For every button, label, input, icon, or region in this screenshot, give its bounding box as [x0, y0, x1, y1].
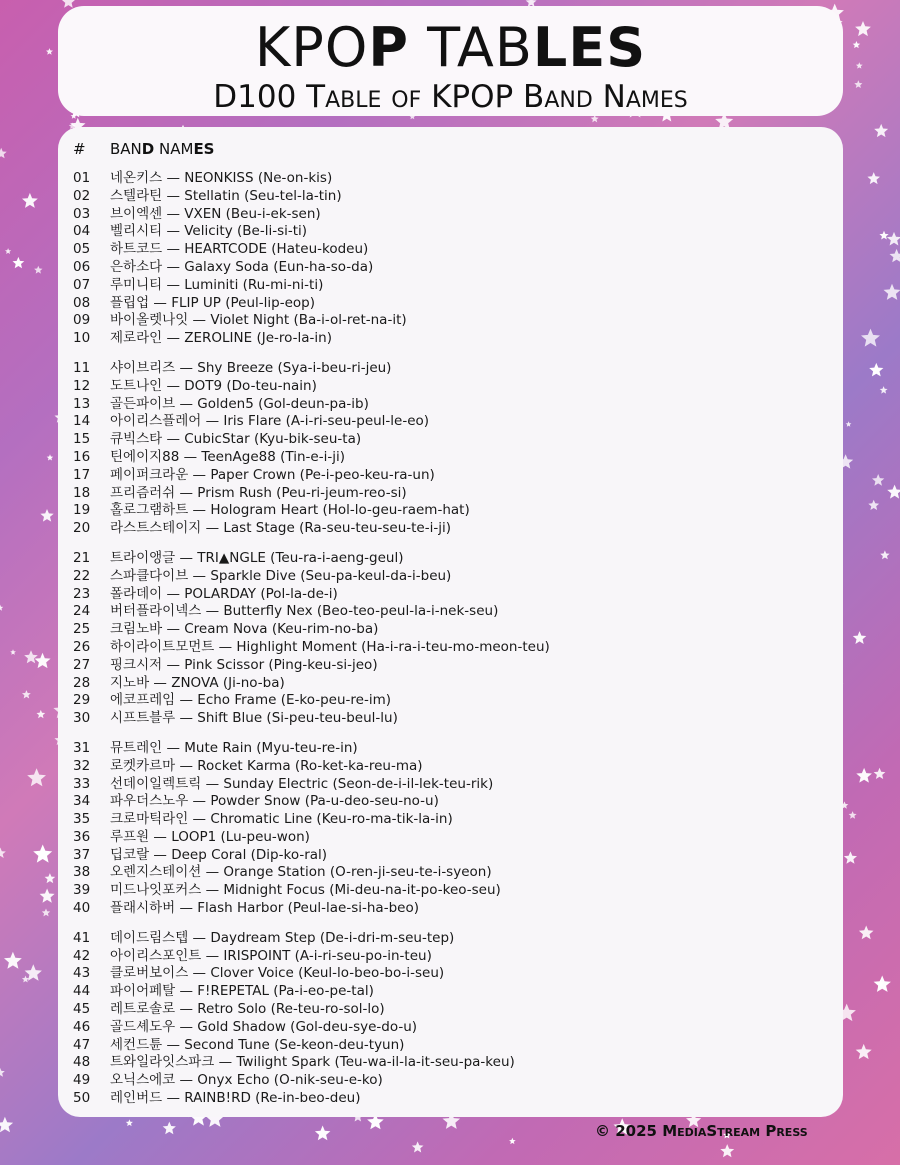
- row-number: 40: [73, 900, 91, 917]
- row-number: 29: [73, 692, 91, 709]
- band-name: 세컨드튠 — Second Tune (Se-keon-deu-tyun): [110, 1036, 405, 1053]
- band-name: 바이올렛나잇 — Violet Night (Ba-i-ol-ret-na-it): [110, 312, 407, 329]
- star-icon: [5, 248, 11, 254]
- star-icon: [887, 232, 900, 246]
- star-icon: [853, 41, 861, 48]
- band-name: 아이리스플레어 — Iris Flare (A-i-ri-seu-peul-le-eo): [110, 413, 430, 430]
- table-row: [73, 829, 833, 847]
- star-icon: [872, 474, 884, 486]
- star-icon: [126, 1119, 133, 1126]
- table-row: [73, 520, 833, 538]
- band-name: 파이어페탈 — F!REPETAL (Pa-i-eo-pe-tal): [110, 983, 374, 1000]
- table-row: [73, 776, 833, 794]
- row-number: 02: [73, 187, 91, 204]
- band-name: 뮤트레인 — Mute Rain (Myu-teu-re-in): [110, 739, 358, 756]
- table-row: [73, 793, 833, 811]
- star-icon: [46, 48, 53, 55]
- band-name: 골든파이브 — Golden5 (Gol-deun-pa-ib): [110, 395, 369, 412]
- star-icon: [844, 851, 857, 863]
- band-name: 홀로그램하트 — Hologram Heart (Hol-lo-geu-raem-hat): [110, 502, 470, 519]
- table-row: [73, 847, 833, 865]
- row-number: 50: [73, 1090, 91, 1107]
- star-icon: [861, 329, 880, 347]
- row-number: 23: [73, 585, 91, 602]
- table-row: [73, 758, 833, 776]
- star-icon: [163, 1122, 176, 1135]
- row-number: 16: [73, 448, 91, 465]
- table-row: [73, 639, 833, 657]
- band-name: 트와일라잇스파크 — Twilight Spark (Teu-wa-il-la-it-seu-pa-keu): [110, 1054, 515, 1071]
- band-name: 은하소다 — Galaxy Soda (Eun-ha-so-da): [110, 258, 374, 275]
- table-row: [73, 675, 833, 693]
- row-number: 43: [73, 965, 91, 982]
- table-row: [73, 550, 833, 568]
- table-row: [73, 206, 833, 224]
- table-row: [73, 295, 833, 313]
- table-row: [73, 710, 833, 728]
- star-icon: [40, 509, 53, 522]
- row-number: 42: [73, 947, 91, 964]
- star-icon: [879, 231, 888, 240]
- star-icon: [35, 653, 51, 668]
- band-name: 시프트블루 — Shift Blue (Si-peu-teu-beul-lu): [110, 710, 398, 727]
- table-row: [73, 378, 833, 396]
- table-row: [73, 330, 833, 348]
- star-icon: [890, 249, 900, 262]
- band-name: 지노바 — ZNOVA (Ji-no-ba): [110, 674, 285, 691]
- row-number: 10: [73, 330, 91, 347]
- row-number: 24: [73, 603, 91, 620]
- table-row: [73, 360, 833, 378]
- row-number: 31: [73, 739, 91, 756]
- row-number: 14: [73, 413, 91, 430]
- star-icon: [10, 649, 16, 655]
- table-row: [73, 449, 833, 467]
- band-name: 에코프레임 — Echo Frame (E-ko-peu-re-im): [110, 692, 391, 709]
- star-icon: [0, 148, 7, 158]
- table-row: [73, 413, 833, 431]
- row-number: 39: [73, 882, 91, 899]
- table-row: [73, 241, 833, 259]
- row-number: 48: [73, 1054, 91, 1071]
- star-icon: [874, 768, 886, 779]
- table-row: [73, 740, 833, 758]
- band-name: 샤이브리즈 — Shy Breeze (Sya-i-beu-ri-jeu): [110, 359, 392, 376]
- star-icon: [887, 485, 900, 499]
- star-icon: [859, 926, 874, 940]
- star-icon: [874, 124, 888, 137]
- table-row: [73, 467, 833, 485]
- star-icon: [4, 952, 22, 969]
- star-icon: [853, 631, 867, 644]
- star-icon: [880, 550, 889, 559]
- row-number: 38: [73, 864, 91, 881]
- row-number: 44: [73, 983, 91, 1000]
- star-icon: [22, 976, 29, 983]
- row-number: 26: [73, 638, 91, 655]
- band-name: 클로버보이스 — Clover Voice (Keul-lo-beo-bo-i-seu): [110, 965, 445, 982]
- row-number: 06: [73, 258, 91, 275]
- band-name: 플래시하버 — Flash Harbor (Peul-lae-si-ha-beo): [110, 900, 419, 917]
- band-name: 레트로솔로 — Retro Solo (Re-teu-ro-sol-lo): [110, 1001, 385, 1018]
- table-row: [73, 277, 833, 295]
- star-icon: [867, 172, 880, 184]
- table-row: [73, 223, 833, 241]
- band-name: 크로마틱라인 — Chromatic Line (Keu-ro-ma-tik-la-in): [110, 811, 453, 828]
- table-row: [73, 1072, 833, 1090]
- row-number: 35: [73, 811, 91, 828]
- row-number: 37: [73, 846, 91, 863]
- star-icon: [856, 62, 863, 68]
- star-icon: [0, 848, 6, 859]
- band-name: 브이엑센 — VXEN (Beu-i-ek-sen): [110, 205, 321, 222]
- row-number: 12: [73, 377, 91, 394]
- table-row: [73, 657, 833, 675]
- band-name: 큐빅스타 — CubicStar (Kyu-bik-seu-ta): [110, 431, 362, 448]
- band-name: 스파클다이브 — Sparkle Dive (Seu-pa-keul-da-i-beu): [110, 567, 452, 584]
- row-number: 30: [73, 710, 91, 727]
- table-row: [73, 983, 833, 1001]
- row-number: 41: [73, 929, 91, 946]
- star-icon: [855, 21, 871, 36]
- table-row: [73, 882, 833, 900]
- band-name: 루프원 — LOOP1 (Lu-peu-won): [110, 828, 310, 845]
- star-icon: [47, 454, 54, 460]
- table-row: [73, 396, 833, 414]
- star-icon: [22, 193, 38, 208]
- row-number: 01: [73, 170, 91, 186]
- table-row: [73, 930, 833, 948]
- band-name: 하트코드 — HEARTCODE (Hateu-kodeu): [110, 241, 369, 258]
- table-row: [73, 1037, 833, 1055]
- band-name: 도트나인 — DOT9 (Do-teu-nain): [110, 377, 317, 394]
- band-name: 루미니티 — Luminiti (Ru-mi-ni-ti): [110, 276, 324, 293]
- star-icon: [315, 1126, 331, 1141]
- star-icon: [34, 266, 42, 274]
- band-name: 데이드림스텝 — Daydream Step (De-i-dri-m-seu-tep): [110, 929, 455, 946]
- row-number: 17: [73, 466, 91, 483]
- row-number: 36: [73, 828, 91, 845]
- title-banner: [58, 6, 843, 116]
- star-icon: [40, 889, 55, 903]
- row-number: 03: [73, 205, 91, 222]
- star-icon: [37, 710, 46, 718]
- table-row: [73, 568, 833, 586]
- table-row: [73, 485, 833, 503]
- band-name: 플립업 — FLIP UP (Peul-lip-eop): [110, 294, 315, 311]
- star-icon: [720, 1144, 734, 1157]
- row-number: 13: [73, 395, 91, 412]
- star-icon: [0, 1068, 5, 1077]
- star-icon: [869, 363, 883, 377]
- star-icon: [0, 605, 3, 611]
- row-number: 18: [73, 484, 91, 501]
- page-subtitle: D100 Table of KPOP Band Names: [213, 79, 688, 115]
- band-name: 하이라이트모먼트 — Highlight Moment (Ha-i-ra-i-teu-mo-meon-teu): [110, 638, 550, 655]
- row-number: 45: [73, 1001, 91, 1018]
- table-row: [73, 586, 833, 604]
- band-name: 레인버드 — RAINB!RD (Re-in-beo-deu): [110, 1090, 361, 1107]
- row-number: 11: [73, 359, 91, 376]
- row-number: 20: [73, 520, 91, 537]
- table-row: [73, 1001, 833, 1019]
- band-name: 핑크시저 — Pink Scissor (Ping-keu-si-jeo): [110, 656, 378, 673]
- band-name: 골드셰도우 — Gold Shadow (Gol-deu-sye-do-u): [110, 1018, 418, 1035]
- row-number: 27: [73, 656, 91, 673]
- band-group: [73, 550, 833, 728]
- band-name: 페이퍼크라운 — Paper Crown (Pe-i-peo-keu-ra-un): [110, 466, 435, 483]
- row-number: 05: [73, 241, 91, 258]
- table-row: [73, 188, 833, 206]
- band-name: 제로라인 — ZEROLINE (Je-ro-la-in): [110, 330, 332, 347]
- table-row: [73, 431, 833, 449]
- star-icon: [868, 500, 879, 510]
- band-name: 폴라데이 — POLARDAY (Pol-la-de-i): [110, 585, 338, 602]
- copyright-footer: © 2025 MediaStream Press: [595, 1122, 808, 1140]
- row-number: 33: [73, 775, 91, 792]
- band-name: 트라이앵글 — TRI▲NGLE (Teu-ra-i-aeng-geul): [110, 549, 404, 566]
- table-row: [73, 603, 833, 621]
- column-header-number: #: [73, 140, 86, 158]
- table-row: [73, 312, 833, 330]
- band-group: [73, 170, 833, 348]
- band-name: 크림노바 — Cream Nova (Keu-rim-no-ba): [110, 621, 379, 638]
- star-icon: [509, 1138, 516, 1144]
- row-number: 07: [73, 276, 91, 293]
- table-row: [73, 692, 833, 710]
- band-name: 로켓카르마 — Rocket Karma (Ro-ket-ka-reu-ma): [110, 757, 423, 774]
- row-number: 08: [73, 294, 91, 311]
- table-row: [73, 1019, 833, 1037]
- band-name: 파우더스노우 — Powder Snow (Pa-u-deo-seu-no-u): [110, 793, 439, 810]
- star-icon: [412, 1141, 424, 1152]
- band-name: 딥코랄 — Deep Coral (Dip-ko-ral): [110, 846, 328, 863]
- row-number: 34: [73, 793, 91, 810]
- table-row: [73, 1090, 833, 1108]
- table-row: [73, 948, 833, 966]
- star-icon: [45, 873, 56, 883]
- band-name: 선데이일렉트릭 — Sunday Electric (Seon-de-i-il-lek-teu-rik): [110, 775, 494, 792]
- star-icon: [42, 909, 50, 917]
- band-name: 스텔라틴 — Stellatin (Seu-tel-la-tin): [110, 187, 342, 204]
- band-name: 미드나잇포커스 — Midnight Focus (Mi-deu-na-it-po-keo-seu): [110, 882, 501, 899]
- table-row: [73, 170, 833, 188]
- band-group: [73, 740, 833, 918]
- band-name: 벨리시티 — Velicity (Be-li-si-ti): [110, 223, 308, 240]
- band-group: [73, 360, 833, 538]
- page-title: KPOP TABLES: [254, 16, 647, 79]
- table-row: [73, 965, 833, 983]
- table-row: [73, 621, 833, 639]
- row-number: 28: [73, 674, 91, 691]
- row-number: 46: [73, 1018, 91, 1035]
- band-name: 네온키스 — NEONKISS (Ne-on-kis): [110, 170, 333, 186]
- table-row: [73, 502, 833, 520]
- row-number: 47: [73, 1036, 91, 1053]
- row-number: 19: [73, 502, 91, 519]
- star-icon: [22, 690, 31, 698]
- table-row: [73, 811, 833, 829]
- star-icon: [880, 386, 888, 394]
- row-number: 32: [73, 757, 91, 774]
- star-icon: [884, 284, 900, 300]
- table-row: [73, 900, 833, 918]
- row-number: 22: [73, 567, 91, 584]
- row-number: 04: [73, 223, 91, 240]
- star-icon: [13, 257, 25, 268]
- star-icon: [846, 421, 852, 426]
- table-row: [73, 1054, 833, 1072]
- row-number: 25: [73, 621, 91, 638]
- star-icon: [27, 768, 46, 786]
- star-icon: [849, 811, 857, 819]
- band-name: 틴에이지88 — TeenAge88 (Tin-e-i-ji): [110, 448, 345, 465]
- column-header-band-names: BAND NAMES: [110, 140, 215, 158]
- row-number: 49: [73, 1072, 91, 1089]
- band-name: 오렌지스테이션 — Orange Station (O-ren-ji-seu-te-i-syeon): [110, 864, 492, 881]
- band-name: 버터플라이넥스 — Butterfly Nex (Beo-teo-peul-la-i-nek-seu): [110, 603, 499, 620]
- star-icon: [24, 650, 38, 663]
- band-name: 오닉스에코 — Onyx Echo (O-nik-seu-e-ko): [110, 1072, 383, 1089]
- table-row: [73, 864, 833, 882]
- star-icon: [856, 1044, 872, 1059]
- row-number: 09: [73, 312, 91, 329]
- star-icon: [62, 0, 76, 8]
- band-name: 아이리스포인트 — IRISPOINT (A-i-ri-seu-po-in-teu): [110, 947, 432, 964]
- star-icon: [0, 1117, 13, 1133]
- band-name-list: [73, 170, 833, 1120]
- star-icon: [856, 768, 872, 783]
- row-number: 21: [73, 549, 91, 566]
- table-row: [73, 259, 833, 277]
- band-group: [73, 930, 833, 1108]
- row-number: 15: [73, 431, 91, 448]
- star-icon: [33, 845, 52, 863]
- star-icon: [854, 80, 862, 88]
- band-name: 라스트스테이지 — Last Stage (Ra-seu-teu-seu-te-i-ji): [110, 520, 451, 537]
- band-name: 프리즘러쉬 — Prism Rush (Peu-ri-jeum-reo-si): [110, 484, 407, 501]
